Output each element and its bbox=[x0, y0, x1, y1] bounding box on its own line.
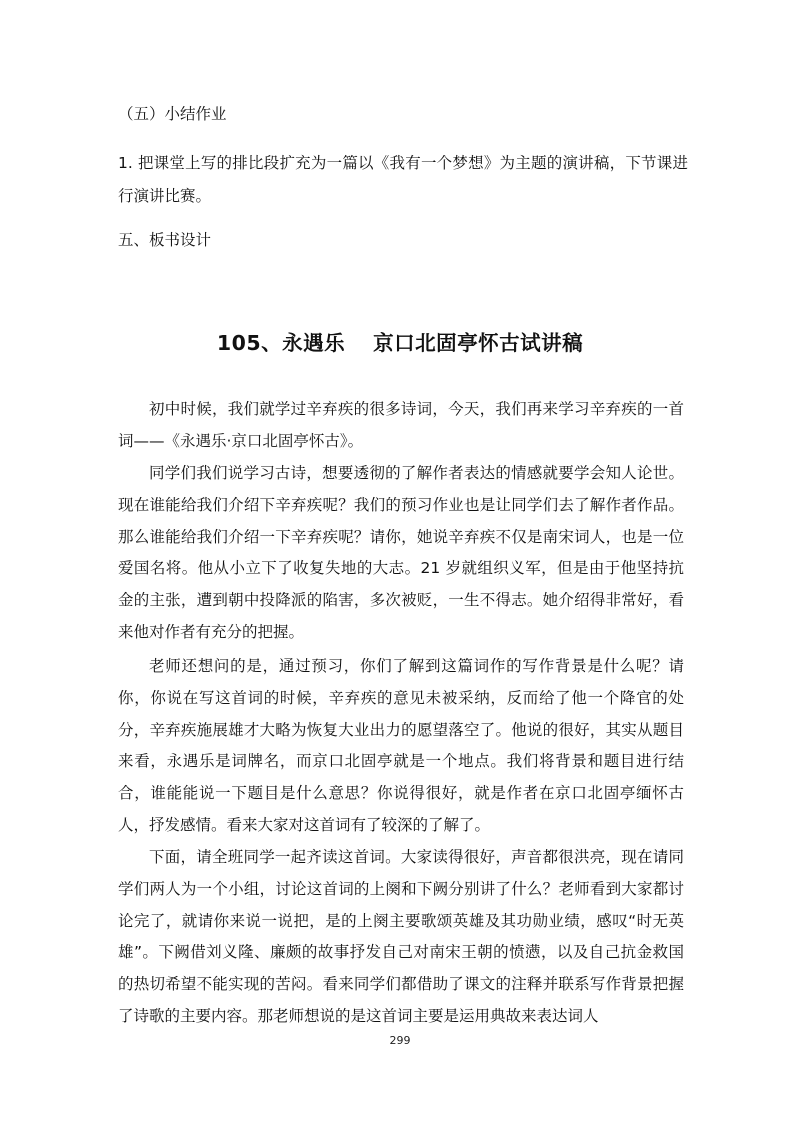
board-design-heading: 五、板书设计 bbox=[118, 231, 212, 249]
paragraph-author: 同学们我们说学习古诗，想要透彻的了解作者表达的情感就要学会知人论世。现在谁能给我们介绍下辛弃疾呢？我们的预习作业也是让同学们去了解作者作品。那么谁能给我们介绍一下辛弃疾呢？请你，她说辛弃疾不仅是南宋词人，也是一位爱国名将。他从小立下了收复失地的大志。21 岁就组织义军，但是由于他坚持抗金的主张，遭到朝中投降派的陷害，多次被贬，一生不得志。她介绍得非常好，看来他对作者有充分的把握。 bbox=[118, 464, 684, 641]
section-heading: （五）小结作业 bbox=[118, 105, 227, 123]
lecture-title bbox=[0, 326, 800, 356]
title-number-name: 105、永遇乐 bbox=[216, 331, 346, 355]
paragraph-reading: 下面，请全班同学一起齐读这首词。大家读得很好，声音都很洪亮，现在请同学们两人为一个小组，讨论这首词的上阕和下阙分别讲了什么？老师看到大家都讨论完了，就请你来说一说把，是的上阕主要歌颂英雄及其功勋业绩，感叹“时无英雄”。下阙借刘义隆、廉颇的故事抒发自己对南宋王朝的愤懑，以及自己抗金救国的热切希望不能实现的苦闷。看来同学们都借助了课文的注释并联系写作背景把握了诗歌的主要内容。那老师想说的是这首词主要是运用典故来表达词人 bbox=[118, 848, 684, 1025]
page-number: 299 bbox=[389, 1034, 411, 1047]
homework-item: 1. 把课堂上写的排比段扩充为一篇以《我有一个梦想》为主题的演讲稿，下节课进行演讲比赛。 bbox=[118, 154, 688, 205]
paragraph-background: 老师还想问的是，通过预习，你们了解到这篇词作的写作背景是什么呢？请你，你说在写这首词的时候，辛弃疾的意见未被采纳，反而给了他一个降官的处分，辛弃疾施展雄才大略为恢复大业出力的愿望落空了。他说的很好，其实从题目来看，永遇乐是词牌名，而京口北固亭就是一个地点。我们将背景和题目进行结合，谁能能说一下题目是什么意思？你说得很好，就是作者在京口北固亭缅怀古人，抒发感情。看来大家对这首词有了较深的了解了。 bbox=[118, 657, 684, 834]
title-subtitle: 京口北固亭怀古试讲稿 bbox=[373, 331, 584, 355]
paragraph-intro: 初中时候，我们就学过辛弃疾的很多诗词，今天，我们再来学习辛弃疾的一首词——《永遇乐·京口北固亭怀古》。 bbox=[118, 400, 684, 450]
